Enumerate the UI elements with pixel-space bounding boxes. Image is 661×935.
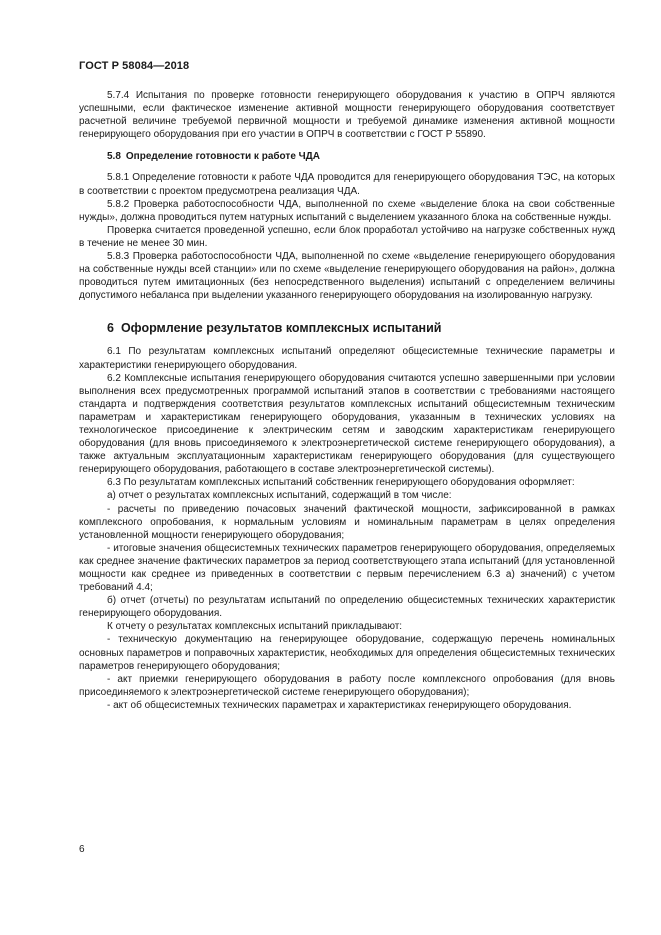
paragraph-5-7-4: 5.7.4 Испытания по проверке готовности генерирующего оборудования к участию в ОПРЧ являются успешными, если фактическое изменение активной мощности генерирующего оборудования соответствует расчетной величине требуемой первичной мощности и требуемой динамике изменения активной мощности генерирующего оборудования при его участии в ОПРЧ в соответствии с ГОСТ Р 55890. [79,90,615,141]
list-item: - акт об общесистемных технических параметрах и характеристиках генерирующего оборудования. [107,699,572,711]
section-title: Определение готовности к работе ЧДА [125,151,321,163]
section-heading-5-8 [79,150,615,163]
document-body [79,89,615,712]
section-title: Оформление результатов комплексных испытаний [120,321,442,336]
paragraph-5-8-3: 5.8.3 Проверка работоспособности ЧДА, выполненной по схеме «выделение генерирующего оборудования на собственные нужды всей станции» или по схеме «выделение генерирующего оборудования на район», должна проводиться путем имитационных (без непосредственного выделения) испытаний с определением величины допустимого небаланса при выделении указанного генерирующего оборудования на изолированную нагрузку. [79,251,615,302]
section-number: 5.8 [107,151,121,163]
document-header: ГОСТ Р 58084—2018 [79,60,190,72]
paragraph: К отчету о результатах комплексных испытаний прикладывают: [107,621,403,633]
list-item: - техническую документацию на генерирующее оборудование, содержащую перечень номинальных основных параметров и поправочных характеристик, необходимых для определения общесистемных технических параметров генерирующего оборудования; [79,634,615,672]
paragraph-6-2: 6.2 Комплексные испытания генерирующего оборудования считаются успешно завершенными при условии выполнения всех предусмотренных программой испытаний этапов в соответствии с требованиями настоящего стандарта и подтверждения соответствия результатов комплексных испытаний общесистемным техническим параметрам и характеристикам генерирующего оборудования, указанным в технических условиях на технологическое присоединение к электрическим сетям и заводским характеристикам генерирующего оборудования (для вновь присоединяемого к электроэнергетической системе генерирующего оборудования), а также актуальным эксплуатационным характеристикам генерирующего оборудования (для существующего генерирующего оборудования, работающего в составе электроэнергетической системы). [79,372,615,476]
list-item: - расчеты по приведению почасовых значений фактической мощности, зафиксированной в рамках комплексного опробования, к нормальным условиям и номинальным параметрам в целях определения установленной мощности генерирующего оборудования; [79,503,615,541]
paragraph-5-8-1: 5.8.1 Определение готовности к работе ЧДА проводится для генерирующего оборудования ТЭС, на которых в соответствии с проектом предусмотрена реализация ЧДА. [79,172,615,197]
section-heading-6 [79,320,615,336]
list-item: - акт приемки генерирующего оборудования в работу после комплексного опробования (для вновь присоединяемого к электроэнергетической системе генерирующего оборудования); [79,673,615,698]
list-item: а) отчет о результатах комплексных испытаний, содержащий в том числе: [107,490,452,502]
list-item: - итоговые значения общесистемных технических параметров генерирующего оборудования, определяемых как среднее значение фактических параметров за период соответствующего этапа испытаний (для установленной мощности как среднее из приведенных в соответствии с первым перечислением 6.3 а) значений) с учетом требований 4.4; [79,542,615,594]
paragraph: Проверка считается проведенной успешно, если блок проработал устойчиво на нагрузке собственных нужд в течение не менее 30 мин. [79,224,615,249]
section-number: 6 [107,321,114,336]
paragraph-6-1: 6.1 По результатам комплексных испытаний определяют общесистемные технические параметры и характеристики генерирующего оборудования. [79,346,615,371]
list-item: б) отчет (отчеты) по результатам испытаний по определению общесистемных технических характеристик генерирующего оборудования. [79,595,615,620]
paragraph-5-8-2: 5.8.2 Проверка работоспособности ЧДА, выполненной по схеме «выделение блока на свои собственные нужды», должна проводиться путем натурных испытаний с выделением указанного блока на собственные нужды. [79,198,615,223]
page-number: 6 [79,844,85,855]
paragraph-6-3: 6.3 По результатам комплексных испытаний собственник генерирующего оборудования оформляет: [107,477,575,489]
